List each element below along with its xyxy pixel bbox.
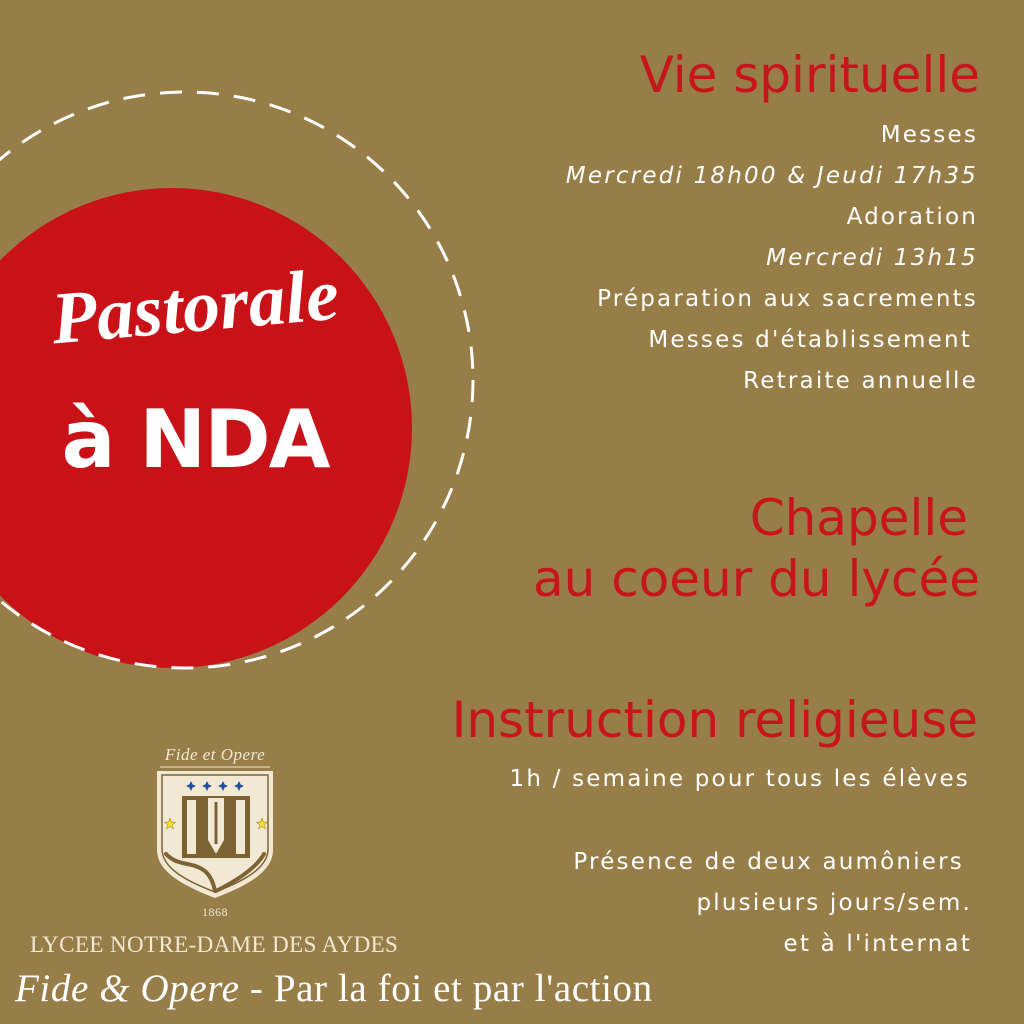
- list-item: 1h / semaine pour tous les élèves: [509, 766, 970, 792]
- badge-title-script: Pastorale: [48, 253, 342, 361]
- crest-panel-stripe: [236, 800, 245, 854]
- instruction-heading: Instruction religieuse: [451, 691, 978, 749]
- list-item: plusieurs jours/sem.: [696, 890, 972, 916]
- list-item: Messes: [880, 122, 978, 148]
- crest-panel-stripe: [187, 800, 196, 854]
- list-item: Mercredi 18h00 & Jeudi 17h35: [565, 163, 978, 189]
- list-item: Mercredi 13h15: [766, 245, 978, 271]
- vie-spirituelle-heading: Vie spirituelle: [639, 46, 980, 104]
- chapelle-heading: [533, 488, 980, 610]
- instruction-details-2: [573, 842, 978, 965]
- list-item: Présence de deux aumôniers: [573, 849, 964, 875]
- school-name: LYCEE NOTRE-DAME DES AYDES: [30, 932, 399, 957]
- vie-spirituelle-list: [566, 115, 978, 402]
- crest-year: 1868: [202, 905, 228, 919]
- list-item: Préparation aux sacrements: [597, 286, 978, 312]
- footer-motto-french: - Par la foi et par l'action: [249, 967, 653, 1010]
- chapelle-heading-line: Chapelle: [749, 489, 968, 547]
- instruction-details-1: [510, 759, 979, 800]
- list-item: Messes d'établissement: [648, 327, 972, 353]
- school-crest-logo: [150, 740, 280, 922]
- badge-title-bold: à NDA: [61, 393, 329, 486]
- chapelle-heading-line: au coeur du lycée: [532, 550, 980, 608]
- crest-motto: Fide et Opere: [164, 745, 266, 764]
- list-item: Retraite annuelle: [743, 368, 978, 394]
- list-item: et à l'internat: [783, 931, 972, 957]
- footer-tagline: [15, 967, 653, 1011]
- list-item: Adoration: [846, 204, 978, 230]
- footer-motto-latin: Fide & Opere: [15, 967, 240, 1010]
